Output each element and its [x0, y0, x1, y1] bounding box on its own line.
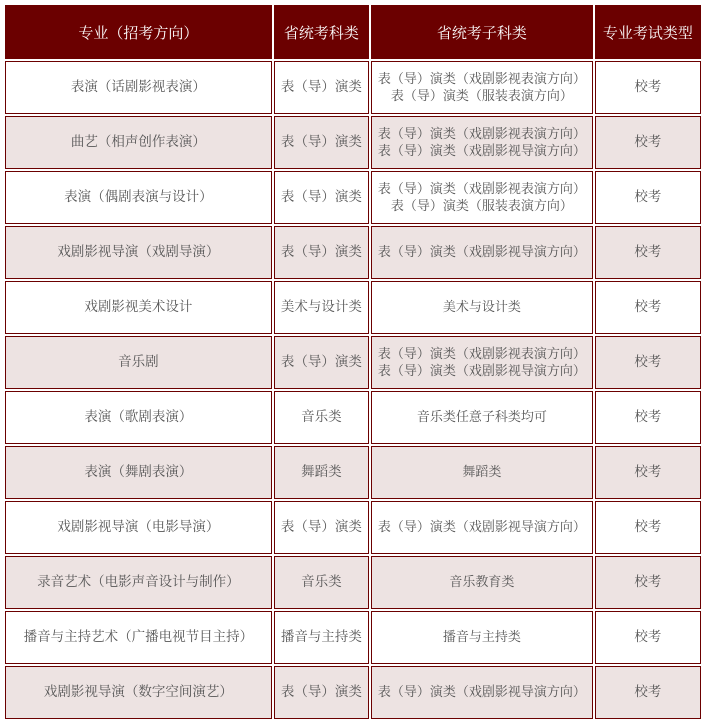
- cell-subcategory: [371, 391, 593, 444]
- subcategory-line: 美术与设计类: [442, 300, 521, 315]
- cell-subcategory: [371, 501, 593, 554]
- cell-exam-type: 校考: [595, 446, 701, 499]
- major-table-container: [3, 3, 703, 721]
- cell-category: 表（导）演类: [274, 61, 369, 114]
- subcategory-line: 表（导）演类（戏剧影视导演方向）: [377, 363, 586, 379]
- cell-subcategory: [371, 666, 593, 719]
- table-row: [5, 446, 701, 499]
- table-row: [5, 611, 701, 664]
- header-category: 省统考科类: [274, 5, 369, 59]
- cell-major: 表演（舞剧表演）: [5, 446, 272, 499]
- cell-exam-type: 校考: [595, 336, 701, 389]
- cell-subcategory: [371, 336, 593, 389]
- cell-major: 表演（歌剧表演）: [5, 391, 272, 444]
- cell-category: 表（导）演类: [274, 336, 369, 389]
- cell-major: 音乐剧: [5, 336, 272, 389]
- cell-exam-type: 校考: [595, 391, 701, 444]
- cell-major: 表演（偶剧表演与设计）: [5, 171, 272, 224]
- cell-subcategory: [371, 446, 593, 499]
- cell-subcategory: [371, 281, 593, 334]
- cell-major: 戏剧影视美术设计: [5, 281, 272, 334]
- cell-major: 播音与主持艺术（广播电视节目主持）: [5, 611, 272, 664]
- cell-category: 舞蹈类: [274, 446, 369, 499]
- cell-exam-type: 校考: [595, 611, 701, 664]
- cell-category: 表（导）演类: [274, 171, 369, 224]
- cell-major: 戏剧影视导演（电影导演）: [5, 501, 272, 554]
- cell-exam-type: 校考: [595, 61, 701, 114]
- subcategory-line: 表（导）演类（戏剧影视表演方向）: [377, 71, 586, 87]
- cell-category: 音乐类: [274, 556, 369, 609]
- cell-subcategory: [371, 116, 593, 169]
- cell-subcategory: [371, 171, 593, 224]
- subcategory-line: 表（导）演类（服装表演方向）: [390, 198, 573, 214]
- cell-exam-type: 校考: [595, 501, 701, 554]
- cell-major: 戏剧影视导演（戏剧导演）: [5, 226, 272, 279]
- header-subcategory: 省统考子科类: [371, 5, 593, 59]
- cell-category: 播音与主持类: [274, 611, 369, 664]
- table-row: [5, 336, 701, 389]
- subcategory-line: 表（导）演类（戏剧影视导演方向）: [377, 520, 586, 535]
- cell-subcategory: [371, 61, 593, 114]
- cell-major: 表演（话剧影视表演）: [5, 61, 272, 114]
- table-row: [5, 116, 701, 169]
- major-table: [3, 3, 703, 721]
- subcategory-line: 表（导）演类（戏剧影视导演方向）: [377, 245, 586, 260]
- cell-exam-type: 校考: [595, 556, 701, 609]
- cell-category: 表（导）演类: [274, 226, 369, 279]
- cell-category: 美术与设计类: [274, 281, 369, 334]
- subcategory-line: 表（导）演类（戏剧影视表演方向）: [377, 181, 586, 197]
- cell-exam-type: 校考: [595, 171, 701, 224]
- subcategory-line: 表（导）演类（戏剧影视导演方向）: [377, 685, 586, 700]
- header-major: 专业（招考方向）: [5, 5, 272, 59]
- table-row: [5, 171, 701, 224]
- subcategory-line: 表（导）演类（戏剧影视表演方向）: [377, 126, 586, 142]
- table-row: [5, 501, 701, 554]
- table-header-row: [5, 5, 701, 59]
- subcategory-line: 音乐教育类: [449, 575, 515, 590]
- cell-subcategory: [371, 556, 593, 609]
- subcategory-line: 表（导）演类（戏剧影视表演方向）: [377, 346, 586, 362]
- cell-exam-type: 校考: [595, 281, 701, 334]
- table-row: [5, 226, 701, 279]
- table-row: [5, 391, 701, 444]
- table-row: [5, 281, 701, 334]
- table-row: [5, 556, 701, 609]
- subcategory-line: 表（导）演类（服装表演方向）: [390, 88, 573, 104]
- table-body: [5, 61, 701, 719]
- cell-major: 曲艺（相声创作表演）: [5, 116, 272, 169]
- cell-major: 录音艺术（电影声音设计与制作）: [5, 556, 272, 609]
- subcategory-line: 舞蹈类: [462, 465, 502, 480]
- cell-major: 戏剧影视导演（数字空间演艺）: [5, 666, 272, 719]
- subcategory-line: 音乐类任意子科类均可: [416, 410, 547, 425]
- cell-category: 音乐类: [274, 391, 369, 444]
- cell-category: 表（导）演类: [274, 116, 369, 169]
- subcategory-line: 播音与主持类: [442, 630, 521, 645]
- cell-exam-type: 校考: [595, 116, 701, 169]
- header-exam-type: 专业考试类型: [595, 5, 701, 59]
- cell-category: 表（导）演类: [274, 666, 369, 719]
- cell-exam-type: 校考: [595, 226, 701, 279]
- cell-category: 表（导）演类: [274, 501, 369, 554]
- cell-subcategory: [371, 611, 593, 664]
- cell-exam-type: 校考: [595, 666, 701, 719]
- table-row: [5, 61, 701, 114]
- subcategory-line: 表（导）演类（戏剧影视导演方向）: [377, 143, 586, 159]
- table-row: [5, 666, 701, 719]
- cell-subcategory: [371, 226, 593, 279]
